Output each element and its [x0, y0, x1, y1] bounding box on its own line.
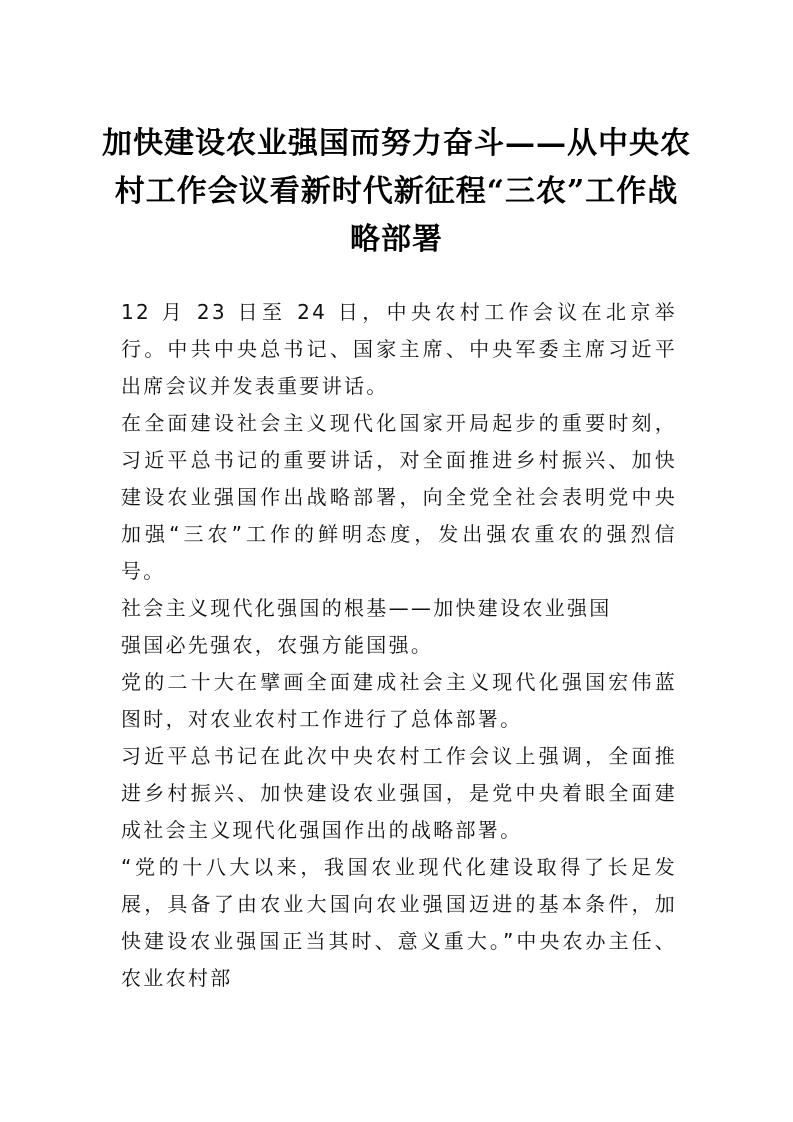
- document-title: 加快建设农业强国而努力奋斗——从中央农村工作会议看新时代新征程“三农”工作战略部署: [102, 126, 691, 257]
- document-body: [121, 294, 677, 997]
- paragraph-meeting-held: 12 月 23 日至 24 日，中央农村工作会议在北京举行。中共中央总书记、国家主席、中央军委主席习近平出席会议并发表重要讲话。: [121, 300, 677, 398]
- paragraph-quote-development: “党的十八大以来，我国农业现代化建设取得了长足发展，具备了由农业大国向农业强国迈进的基本条件，加快建设农业强国正当其时、意义重大。”中央农办主任、农业农村部: [121, 855, 677, 990]
- paragraph-important-speech: 在全面建设社会主义现代化国家开局起步的重要时刻，习近平总书记的重要讲话，对全面推进乡村振兴、加快建设农业强国作出战略部署，向全党全社会表明党中央加强“三农”工作的鲜明态度，发出强农重农的强烈信号。: [121, 411, 677, 583]
- paragraph-strategic-deployment: 习近平总书记在此次中央农村工作会议上强调，全面推进乡村振兴、加快建设农业强国，是党中央着眼全面建成社会主义现代化强国作出的战略部署。: [121, 744, 677, 842]
- paragraph-strong-agriculture: 强国必先强农，农强方能国强。: [121, 633, 434, 657]
- section-heading-foundation: 社会主义现代化强国的根基——加快建设农业强国: [121, 596, 612, 620]
- paragraph-twentieth-congress: 党的二十大在擘画全面建成社会主义现代化强国宏伟蓝图时，对农业农村工作进行了总体部署。: [121, 670, 677, 731]
